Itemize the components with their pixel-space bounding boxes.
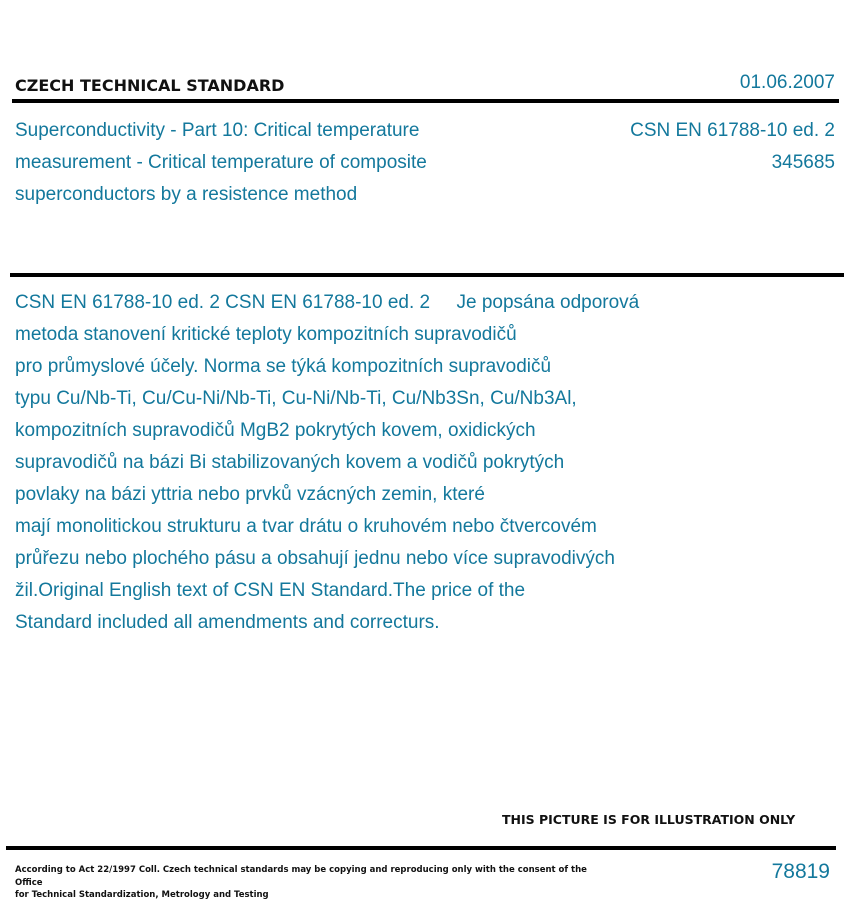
abstract-line: povlaky na bázi yttria nebo prvků vzácných zemin, které [15, 484, 485, 505]
standard-identifiers [630, 115, 835, 179]
abstract-line: metoda stanovení kritické teploty kompozitních supravodičů [15, 324, 517, 345]
catalog-number: 345685 [771, 152, 835, 173]
legal-notice [15, 864, 615, 902]
standard-title-line: measurement - Critical temperature of composite [15, 152, 427, 173]
abstract-line: žil.Original English text of CSN EN Standard.The price of the [15, 580, 526, 601]
abstract-line: pro průmyslové účely. Norma se týká kompozitních supravodičů [15, 356, 552, 377]
section-rule [10, 273, 844, 277]
standard-code: CSN EN 61788-10 ed. 2 [630, 120, 835, 141]
document-number: 78819 [771, 860, 830, 883]
standard-title [15, 115, 535, 211]
abstract-line: typu Cu/Nb-Ti, Cu/Cu-Ni/Nb-Ti, Cu-Ni/Nb-Ti, Cu/Nb3Sn, Cu/Nb3Al, [15, 388, 577, 409]
abstract-line: supravodičů na bázi Bi stabilizovaných kovem a vodičů pokrytých [15, 452, 565, 473]
header-rule [12, 99, 839, 103]
abstract-line: průřezu nebo plochého pásu a obsahují jednu nebo více supravodivých [15, 548, 615, 569]
abstract-line: kompozitních supravodičů MgB2 pokrytých kovem, oxidických [15, 420, 536, 441]
abstract-line: Standard included all amendments and correcturs. [15, 612, 440, 633]
document-type-heading: CZECH TECHNICAL STANDARD [15, 76, 285, 95]
abstract-text [15, 287, 750, 639]
footer-rule [6, 846, 836, 850]
standard-title-line: Superconductivity - Part 10: Critical temperature [15, 120, 420, 141]
legal-notice-line: for Technical Standardization, Metrology and Testing [15, 890, 269, 900]
publication-date: 01.06.2007 [739, 72, 835, 93]
illustration-disclaimer: THIS PICTURE IS FOR ILLUSTRATION ONLY [502, 812, 796, 827]
abstract-line: CSN EN 61788-10 ed. 2 CSN EN 61788-10 ed. 2 Je popsána odporová [15, 292, 640, 313]
legal-notice-line: According to Act 22/1997 Coll. Czech technical standards may be copying and reproducing only with the consent of the Office [15, 865, 587, 888]
standard-title-line: superconductors by a resistence method [15, 184, 358, 205]
abstract-line: mají monolitickou strukturu a tvar drátu o kruhovém nebo čtvercovém [15, 516, 597, 537]
